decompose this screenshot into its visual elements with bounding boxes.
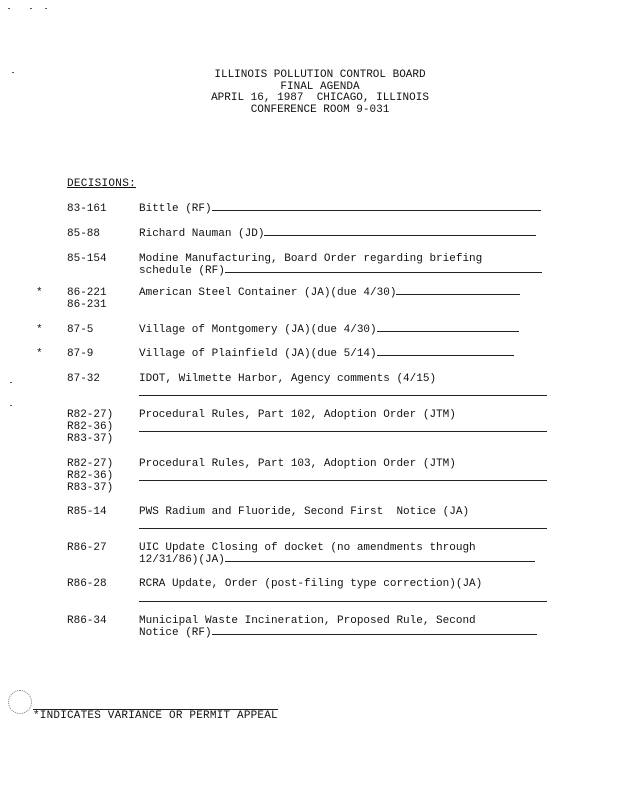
signature-line <box>225 271 542 273</box>
docket-number: 83-161 <box>67 203 107 215</box>
stamp-mark <box>8 690 32 714</box>
docket-numbers <box>67 373 137 385</box>
docket-numbers <box>67 578 137 590</box>
docket-number: 86-221 <box>67 287 107 299</box>
scan-speck <box>12 72 14 73</box>
docket-numbers <box>67 615 137 627</box>
item-description <box>139 542 549 566</box>
signature-line <box>139 601 547 602</box>
description-line: Municipal Waste Incineration, Proposed Rule, Second <box>139 615 476 627</box>
section-title: DECISIONS: <box>67 178 137 190</box>
item-description <box>139 287 549 299</box>
item-description <box>139 373 549 385</box>
variance-marker: * <box>36 324 43 336</box>
description-line: Procedural Rules, Part 103, Adoption Order (JTM) <box>139 458 456 470</box>
description-line: schedule (RF) <box>139 265 225 277</box>
description-line: Village of Montgomery (JA)(due 4/30) <box>139 324 377 336</box>
docket-number: 85-88 <box>67 228 101 240</box>
agenda-header <box>120 70 520 116</box>
description-line: American Steel Container (JA)(due 4/30) <box>139 287 397 299</box>
item-description <box>139 253 549 277</box>
docket-number: R82-36) <box>67 421 114 433</box>
item-description <box>139 228 549 240</box>
description-line: PWS Radium and Fluoride, Second First Notice (JA) <box>139 506 470 518</box>
docket-numbers <box>67 409 137 445</box>
item-description <box>139 348 549 360</box>
docket-numbers <box>67 506 137 518</box>
scan-speck <box>30 8 32 9</box>
docket-number: 86-231 <box>67 299 107 311</box>
meeting-date-location: APRIL 16, 1987 CHICAGO, ILLINOIS <box>211 92 429 104</box>
signature-line <box>377 354 514 356</box>
item-description <box>139 203 549 215</box>
variance-marker: * <box>36 287 43 299</box>
description-line: Richard Nauman (JD) <box>139 228 265 240</box>
docket-numbers <box>67 203 137 215</box>
item-description <box>139 615 549 639</box>
agenda-title: FINAL AGENDA <box>280 80 360 93</box>
docket-number: 87-9 <box>67 348 94 360</box>
signature-line <box>377 330 519 332</box>
description-line: 12/31/86)(JA) <box>139 554 225 566</box>
docket-numbers <box>67 324 137 336</box>
docket-number: R83-37) <box>67 433 114 445</box>
item-description <box>139 506 549 518</box>
item-description <box>139 324 549 336</box>
docket-number: R82-27) <box>67 458 114 470</box>
description-line: Modine Manufacturing, Board Order regarding briefing <box>139 253 483 265</box>
docket-number: R82-27) <box>67 409 114 421</box>
docket-number: R82-36) <box>67 470 114 482</box>
description-line: UIC Update Closing of docket (no amendments through <box>139 542 476 554</box>
signature-line <box>139 480 547 481</box>
docket-numbers <box>67 542 137 554</box>
docket-numbers <box>67 458 137 494</box>
docket-number: R86-27 <box>67 542 107 554</box>
signature-line <box>139 431 547 432</box>
signature-line <box>139 395 547 396</box>
scan-speck <box>10 405 12 406</box>
board-name: ILLINOIS POLLUTION CONTROL BOARD <box>214 69 426 81</box>
docket-number: 87-32 <box>67 373 101 385</box>
signature-line <box>139 528 547 529</box>
scan-speck <box>45 8 47 9</box>
signature-line <box>264 234 536 236</box>
signature-line <box>212 633 537 635</box>
footnote: *INDICATES VARIANCE OR PERMIT APPEAL <box>33 710 278 722</box>
docket-numbers <box>67 348 137 360</box>
description-line: Bittle (RF) <box>139 203 212 215</box>
scan-speck <box>10 382 12 383</box>
description-line: Village of Plainfield (JA)(due 5/14) <box>139 348 377 360</box>
description-line: Notice (RF) <box>139 627 212 639</box>
docket-number: R83-37) <box>67 482 114 494</box>
description-line: IDOT, Wilmette Harbor, Agency comments (4/15) <box>139 373 437 385</box>
docket-number: R86-28 <box>67 578 107 590</box>
scan-speck <box>8 8 10 9</box>
signature-line <box>212 209 541 211</box>
item-description <box>139 458 549 470</box>
docket-numbers <box>67 228 137 240</box>
docket-number: 85-154 <box>67 253 107 265</box>
meeting-room: CONFERENCE ROOM 9-031 <box>250 103 390 116</box>
docket-numbers <box>67 253 137 265</box>
signature-line <box>225 560 535 562</box>
docket-number: R86-34 <box>67 615 107 627</box>
item-description <box>139 578 549 590</box>
signature-line <box>396 293 520 295</box>
docket-number: R85-14 <box>67 506 107 518</box>
description-line: RCRA Update, Order (post-filing type correction)(JA) <box>139 578 483 590</box>
variance-marker: * <box>36 348 43 360</box>
item-description <box>139 409 549 421</box>
docket-number: 87-5 <box>67 324 94 336</box>
docket-numbers <box>67 287 137 311</box>
description-line: Procedural Rules, Part 102, Adoption Order (JTM) <box>139 409 456 421</box>
